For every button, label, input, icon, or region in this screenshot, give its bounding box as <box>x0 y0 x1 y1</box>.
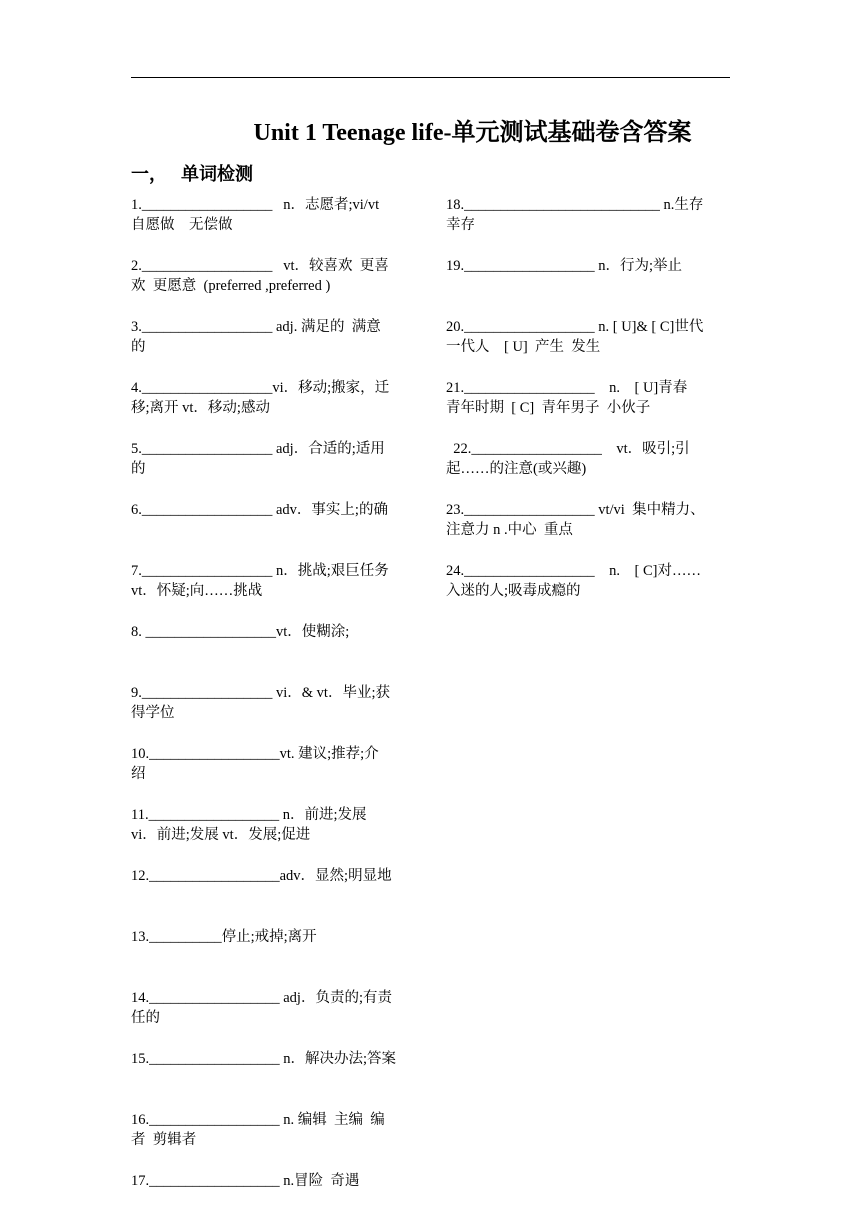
vocab-line: 21.__________________ n. [ U]青春 <box>446 380 688 396</box>
vocab-item <box>131 256 389 296</box>
vocab-line-continued: 移;离开 vt．移动;感动 <box>131 400 270 416</box>
vocab-line: 9.__________________ vi．& vt．毕业;获 <box>131 685 390 701</box>
vocab-line: 4.__________________vi．移动;搬家，迁 <box>131 380 390 396</box>
vocab-item <box>131 439 385 479</box>
vocab-line-continued: 自愿做 无偿做 <box>131 217 233 233</box>
vocab-item <box>446 439 690 479</box>
vocab-item <box>446 256 682 276</box>
vocab-line: 20.__________________ n. [ U]& [ C]世代 <box>446 319 704 335</box>
vocab-item <box>446 500 705 540</box>
vocab-line: 19.__________________ n．行为;举止 <box>446 258 683 274</box>
vocab-line: 15.__________________ n．解决办法;答案 <box>131 1051 397 1067</box>
vocab-item <box>446 561 701 601</box>
vocab-line: 23.__________________ vt/vi 集中精力、 <box>446 502 705 518</box>
vocab-line: 10.__________________vt. 建议;推荐;介 <box>131 746 379 762</box>
vocab-line: 5.__________________ adj．合适的;适用 <box>131 441 385 457</box>
vocab-item <box>131 561 389 601</box>
vocab-line: 6.__________________ adv．事实上;的确 <box>131 502 388 518</box>
vocab-line-continued: 起……的注意(或兴趣) <box>446 461 587 477</box>
vocab-line-continued: vi．前进;发展 vt．发展;促进 <box>131 827 311 843</box>
vocab-item <box>131 622 349 642</box>
vocab-item <box>131 1110 385 1150</box>
vocab-line: 3.__________________ adj. 满足的 满意 <box>131 319 381 335</box>
vocab-line: 13.__________停止;戒掉;离开 <box>131 929 317 945</box>
vocab-line: 12.__________________adv．显然;明显地 <box>131 868 392 884</box>
vocab-item <box>131 683 390 723</box>
page-title: Unit 1 Teenage life-单元测试基础卷含答案 <box>253 120 692 146</box>
vocab-line-continued: 入迷的人;吸毒成瘾的 <box>446 583 581 599</box>
header-rule <box>131 77 730 78</box>
vocab-line-continued: 者 剪辑者 <box>131 1132 197 1148</box>
vocab-line-continued: vt．怀疑;向……挑战 <box>131 583 263 599</box>
vocab-item <box>131 744 379 784</box>
vocab-item <box>131 378 389 418</box>
vocab-line-continued: 一代人 [ U] 产生 发生 <box>446 339 601 355</box>
vocab-line-continued: 欢 更愿意 (preferred ,preferred ) <box>131 278 331 294</box>
vocab-line-continued: 青年时期 [ C] 青年男子 小伙子 <box>446 400 651 416</box>
vocab-item <box>131 317 381 357</box>
vocab-line: 14.__________________ adj．负责的;有责 <box>131 990 392 1006</box>
vocab-line: 17.__________________ n.冒险 奇遇 <box>131 1173 360 1189</box>
vocab-line: 16.__________________ n. 编辑 主编 编 <box>131 1112 385 1128</box>
vocab-item <box>131 195 379 235</box>
vocab-line-continued: 的 <box>131 461 146 477</box>
vocab-line-continued: 任的 <box>131 1010 160 1026</box>
vocab-item <box>446 317 703 357</box>
vocab-line-continued: 的 <box>131 339 146 355</box>
vocab-item <box>446 378 687 418</box>
vocab-item <box>131 805 367 845</box>
vocab-line: 1.__________________ n．志愿者;vi/vt <box>131 197 380 213</box>
vocab-line: 7.__________________ n．挑战;艰巨任务 <box>131 563 389 579</box>
vocab-line: 24.__________________ n. [ C]对…… <box>446 563 701 579</box>
vocab-line-continued: 得学位 <box>131 705 175 721</box>
vocab-item <box>131 988 392 1028</box>
section-label: 单词检测 <box>181 164 253 185</box>
vocab-item <box>446 195 703 235</box>
vocab-line: 11.__________________ n．前进;发展 <box>131 807 367 823</box>
vocab-line: 18.___________________________ n.生存 <box>446 197 704 213</box>
vocab-line: 8. __________________vt．使糊涂; <box>131 624 350 640</box>
vocab-item <box>131 927 317 947</box>
vocab-line-continued: 幸存 <box>446 217 475 233</box>
vocab-item <box>131 1171 359 1191</box>
section-heading <box>131 160 253 186</box>
section-number: 一， <box>131 164 167 185</box>
vocab-item <box>131 866 392 886</box>
vocab-item <box>131 1049 396 1069</box>
vocab-line: 22.__________________ vt．吸引;引 <box>446 441 690 457</box>
vocab-line-continued: 绍 <box>131 766 146 782</box>
vocab-line-continued: 注意力 n .中心 重点 <box>446 522 573 538</box>
vocab-item <box>131 500 388 520</box>
vocab-line: 2.__________________ vt．较喜欢 更喜 <box>131 258 389 274</box>
